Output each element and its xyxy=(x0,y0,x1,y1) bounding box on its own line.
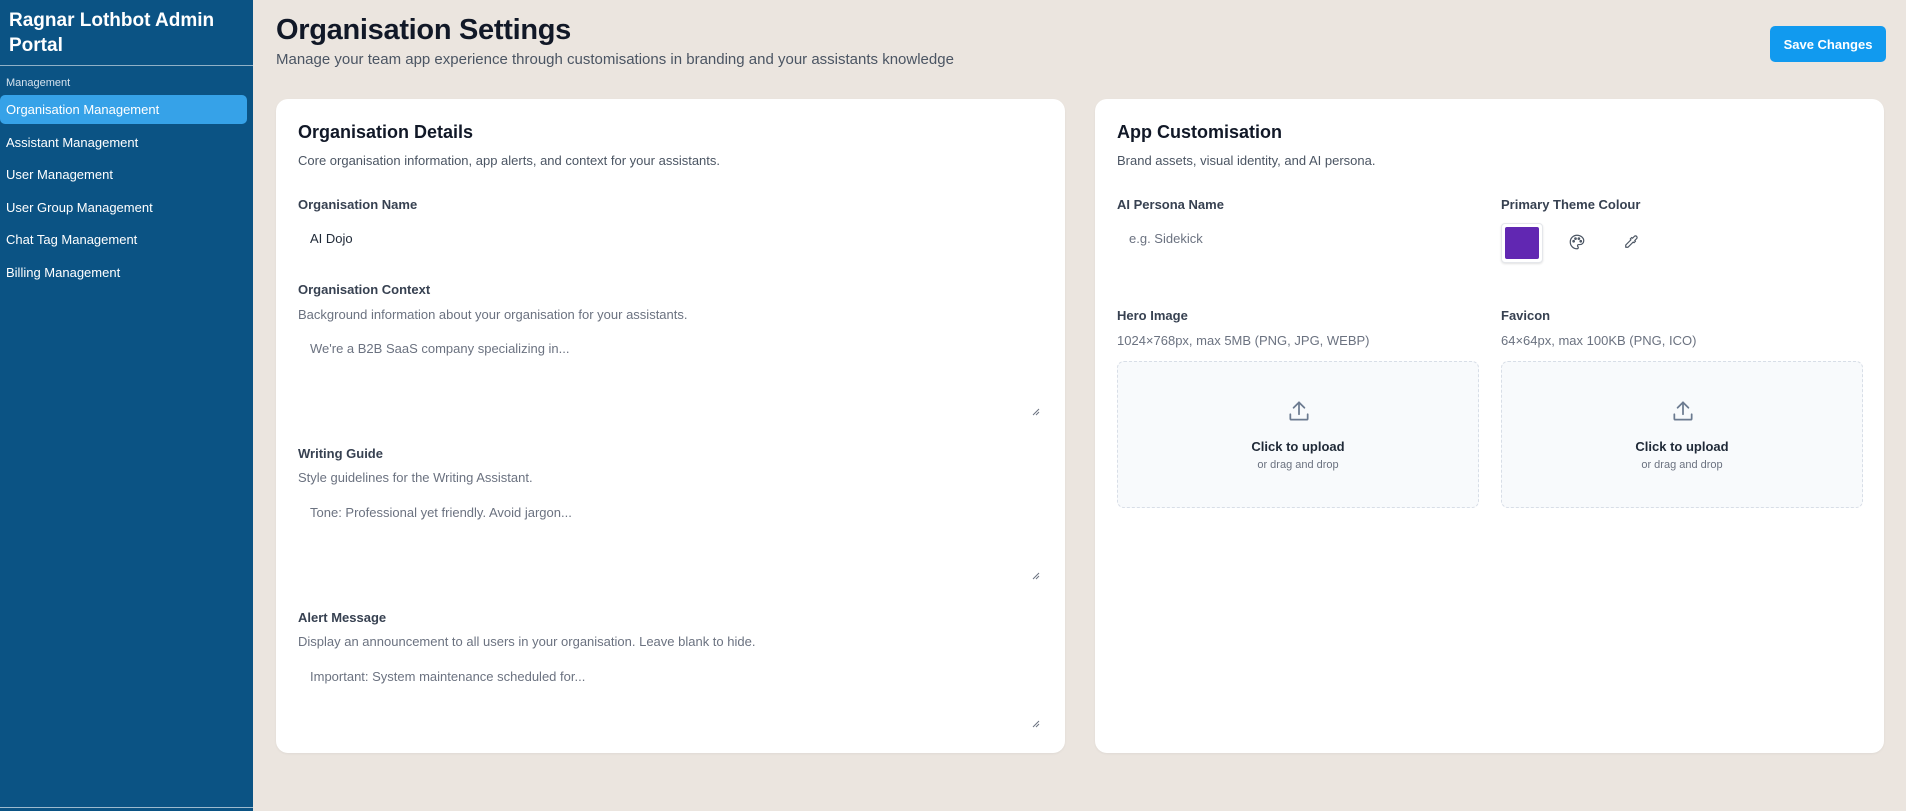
alert-message-textarea[interactable] xyxy=(298,661,1041,729)
sidebar-section-label: Management xyxy=(6,77,71,89)
organisation-context-label: Organisation Context xyxy=(298,282,431,297)
upload-sub-text: or drag and drop xyxy=(1257,459,1339,471)
hero-image-help: 1024×768px, max 5MB (PNG, JPG, WEBP) xyxy=(1117,333,1370,348)
favicon-help: 64×64px, max 100KB (PNG, ICO) xyxy=(1501,333,1697,348)
organisation-name-label: Organisation Name xyxy=(298,197,418,212)
alert-message-help: Display an announcement to all users in your organisation. Leave blank to hide. xyxy=(298,634,756,649)
theme-colour-fill xyxy=(1505,227,1539,259)
page-title: Organisation Settings xyxy=(276,14,572,46)
card-description: Core organisation information, app alerts, and context for your assistants. xyxy=(298,153,720,168)
sidebar-nav xyxy=(0,95,253,287)
writing-guide-textarea[interactable] xyxy=(298,497,1041,581)
organisation-name-input[interactable] xyxy=(298,221,1041,255)
eyedropper-icon[interactable] xyxy=(1619,230,1643,254)
page-subtitle: Manage your team app experience through customisations in branding and your assistants knowledge xyxy=(276,51,954,68)
organisation-context-textarea[interactable] xyxy=(298,333,1041,417)
palette-icon[interactable] xyxy=(1565,230,1589,254)
brand-title: Ragnar Lothbot Admin Portal xyxy=(0,0,253,66)
sidebar-item-chat-tag-management[interactable]: Chat Tag Management xyxy=(6,232,138,247)
upload-icon xyxy=(1670,398,1696,424)
ai-persona-name-label: AI Persona Name xyxy=(1117,197,1224,212)
sidebar-item-assistant-management[interactable]: Assistant Management xyxy=(6,134,139,150)
sidebar-divider xyxy=(0,807,253,808)
card-title: Organisation Details xyxy=(298,122,474,142)
resize-handle-icon[interactable] xyxy=(1031,407,1040,416)
hero-image-label: Hero Image xyxy=(1117,308,1188,323)
resize-handle-icon[interactable] xyxy=(1031,719,1040,728)
organisation-details-card xyxy=(276,99,1065,753)
theme-colour-swatch[interactable] xyxy=(1501,223,1543,263)
ai-persona-name-input[interactable] xyxy=(1117,221,1479,255)
sidebar xyxy=(0,0,253,811)
sidebar-item-organisation-management[interactable]: Organisation Management xyxy=(0,95,247,124)
favicon-upload-zone[interactable] xyxy=(1501,361,1863,508)
upload-main-text: Click to upload xyxy=(1251,439,1345,454)
favicon-label: Favicon xyxy=(1501,308,1551,323)
writing-guide-label: Writing Guide xyxy=(298,446,383,461)
card-title: App Customisation xyxy=(1117,122,1282,142)
upload-main-text: Click to upload xyxy=(1635,439,1729,454)
upload-sub-text: or drag and drop xyxy=(1641,459,1723,471)
card-description: Brand assets, visual identity, and AI persona. xyxy=(1117,153,1376,168)
resize-handle-icon[interactable] xyxy=(1031,571,1040,580)
save-changes-button[interactable]: Save Changes xyxy=(1770,26,1886,62)
app-customisation-card xyxy=(1095,99,1884,753)
sidebar-item-user-group-management[interactable]: User Group Management xyxy=(6,199,153,215)
sidebar-item-user-management[interactable]: User Management xyxy=(6,167,113,182)
writing-guide-help: Style guidelines for the Writing Assistant. xyxy=(298,470,533,485)
upload-icon xyxy=(1286,398,1312,424)
sidebar-item-billing-management[interactable]: Billing Management xyxy=(6,264,121,280)
hero-image-upload-zone[interactable] xyxy=(1117,361,1479,508)
primary-theme-colour-label: Primary Theme Colour xyxy=(1501,197,1641,212)
organisation-context-help: Background information about your organisation for your assistants. xyxy=(298,307,688,322)
alert-message-label: Alert Message xyxy=(298,610,387,625)
